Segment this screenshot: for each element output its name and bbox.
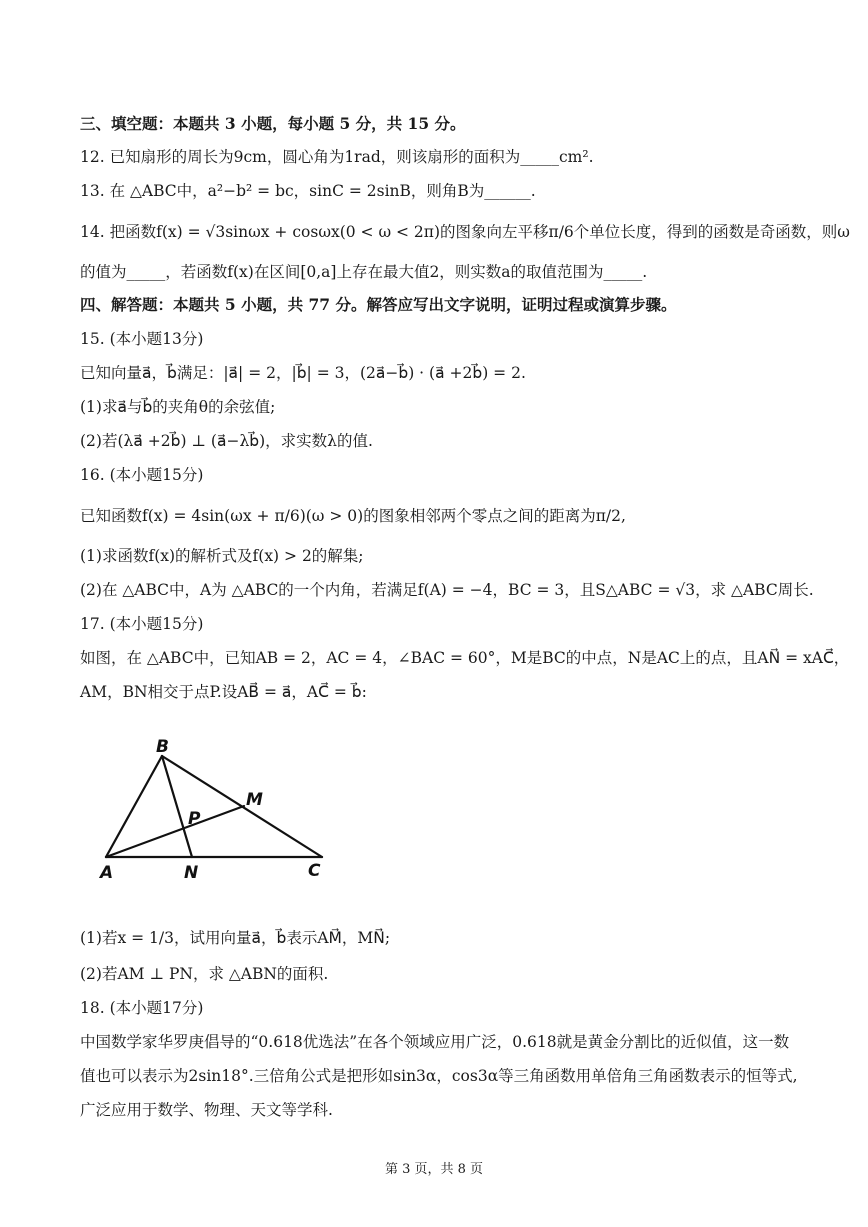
edge-ab	[106, 756, 162, 857]
question-13: 13. 在 △ABC中，a²−b² = bc，sinC = 2sinB，则角B为______.	[80, 182, 536, 200]
question-15-part-1: (1)求a⃗与b⃗的夹角θ的余弦值;	[80, 398, 276, 416]
question-17-part-2: (2)若AM ⊥ PN，求 △ABN的面积.	[80, 965, 329, 983]
question-17-stem-2: AM，BN相交于点P.设AB⃗ = a⃗，AC⃗ = b⃗:	[80, 683, 367, 701]
question-14-line-2: 的值为_____，若函数f(x)在区间[0,a]上存在最大值2，则实数a的取值范围为_____.	[80, 263, 648, 281]
question-18-line-2: 值也可以表示为2sin18°.三倍角公式是把形如sin3α，cos3α等三角函数用单倍角三角函数表示的恒等式,	[80, 1067, 798, 1085]
question-16-part-1: (1)求函数f(x)的解析式及f(x) > 2的解集;	[80, 547, 364, 565]
question-17-stem-1: 如图，在 △ABC中，已知AB = 2，AC = 4，∠BAC = 60°，M是BC的中点，N是AC上的点，且AN⃗ = xAC⃗，	[80, 649, 850, 667]
page-footer: 第 3 页，共 8 页	[384, 1162, 484, 1177]
label-c: C	[308, 861, 321, 881]
question-17-part-1: (1)若x = 1/3，试用向量a⃗，b⃗表示AM⃗，MN⃗;	[80, 929, 391, 947]
label-p: P	[188, 809, 201, 829]
question-12: 12. 已知扇形的周长为9cm，圆心角为1rad，则该扇形的面积为_____cm².	[80, 148, 594, 166]
question-16-title: 16. (本小题15分)	[80, 466, 204, 484]
question-18-line-3: 广泛应用于数学、物理、天文等学科.	[80, 1101, 333, 1119]
question-16-stem: 已知函数f(x) = 4sin(ωx + π/6)(ω > 0)的图象相邻两个零点之间的距离为π/2,	[80, 507, 626, 525]
question-18-title: 18. (本小题17分)	[80, 999, 204, 1017]
label-b: B	[156, 737, 169, 757]
question-14-line-1: 14. 把函数f(x) = √3sinωx + cosωx(0 < ω < 2π)的图象向左平移π/6个单位长度，得到的函数是奇函数，则ω	[80, 223, 850, 241]
question-15-part-2: (2)若(λa⃗ +2b⃗) ⊥ (a⃗−λb⃗)，求实数λ的值.	[80, 432, 373, 450]
triangle-figure	[96, 732, 336, 882]
question-15-stem: 已知向量a⃗，b⃗满足：|a⃗| = 2，|b⃗| = 3，(2a⃗−b⃗) · (a⃗ +2b⃗) = 2.	[80, 364, 526, 382]
fill-in-section-header: 三、填空题：本题共 3 小题，每小题 5 分，共 15 分。	[80, 114, 466, 133]
label-n: N	[184, 863, 199, 882]
question-15-title: 15. (本小题13分)	[80, 330, 204, 348]
question-16-part-2: (2)在 △ABC中，A为 △ABC的一个内角，若满足f(A) = −4，BC = 3，且S△ABC = √3，求 △ABC周长.	[80, 581, 814, 599]
label-a: A	[100, 863, 114, 882]
question-17-title: 17. (本小题15分)	[80, 615, 204, 633]
label-m: M	[246, 790, 263, 810]
segment-am	[106, 806, 244, 857]
answer-section-header: 四、解答题：本题共 5 小题，共 77 分。解答应写出文字说明，证明过程或演算步骤。	[80, 295, 677, 314]
question-18-line-1: 中国数学家华罗庚倡导的“0.618优选法”在各个领域应用广泛，0.618就是黄金分割比的近似值，这一数	[80, 1033, 790, 1051]
